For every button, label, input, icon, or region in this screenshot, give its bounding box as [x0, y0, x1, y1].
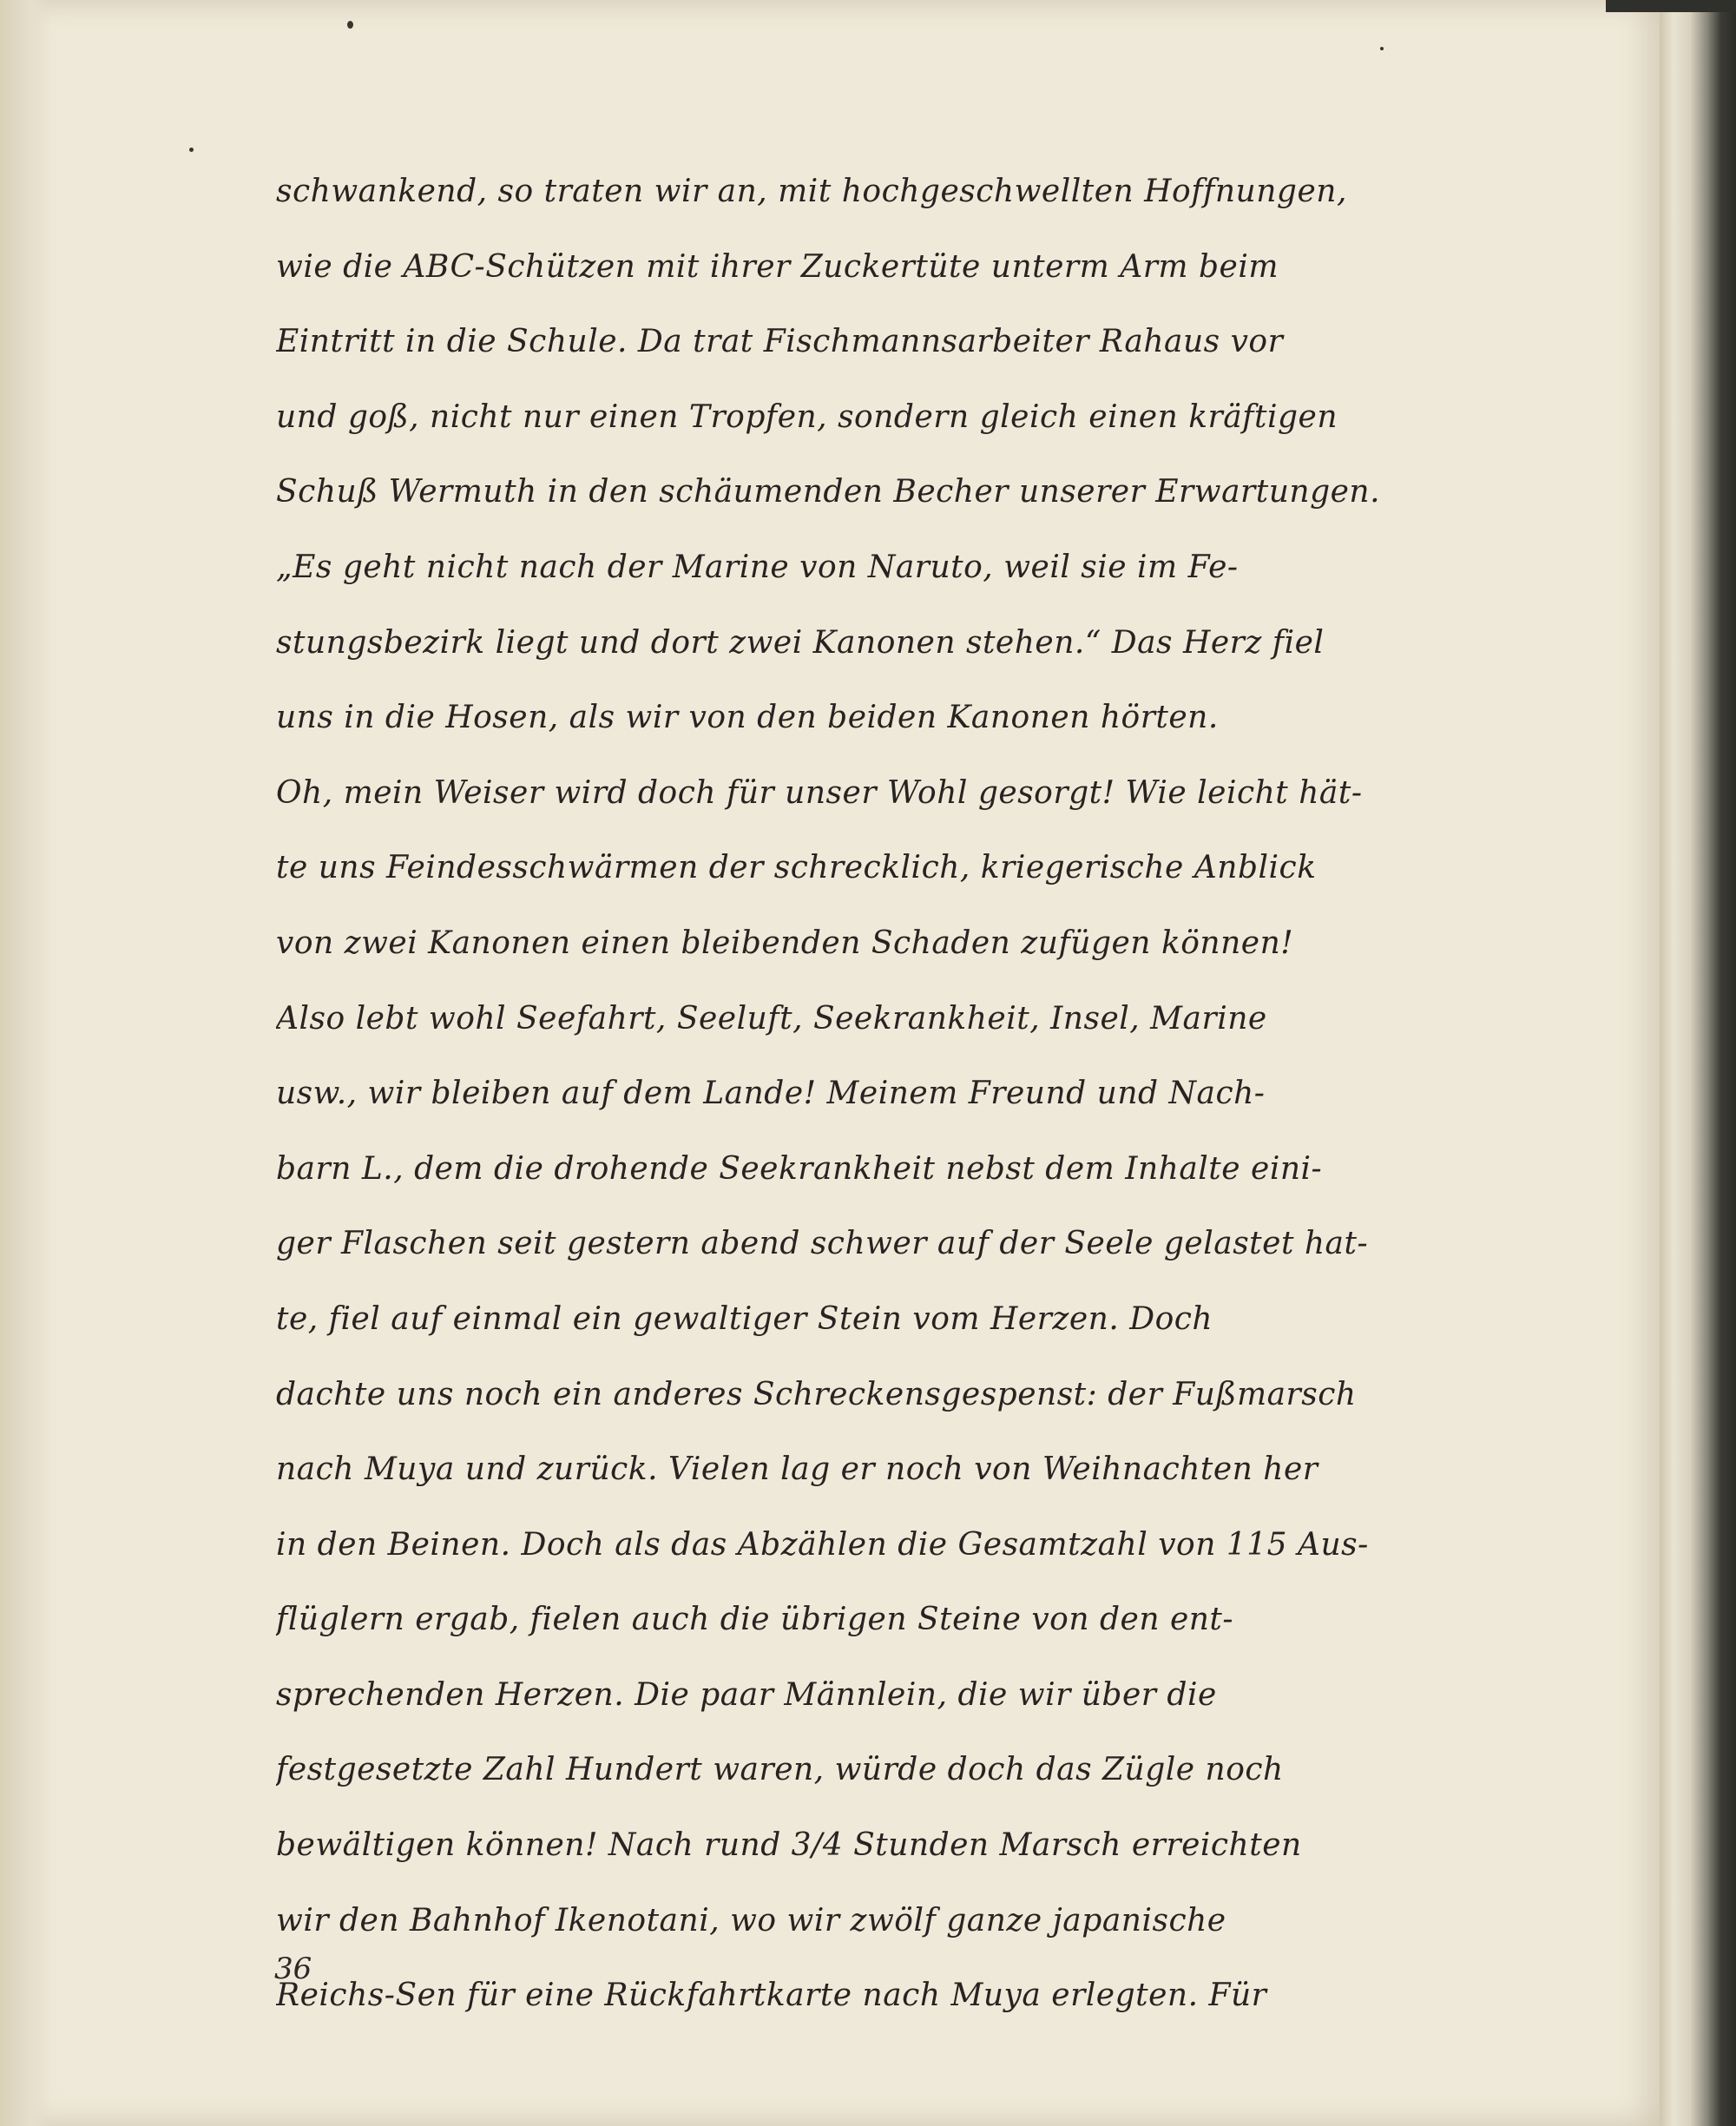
text-line: te uns Feindesschwärmen der schrecklich, kriegerische Anblick [276, 850, 1317, 886]
text-line: Also lebt wohl Seefahrt, Seeluft, Seekrankheit, Insel, Marine [276, 1000, 1267, 1037]
page-number: 36 [274, 1952, 312, 1986]
text-line: nach Muya und zurück. Vielen lag er noch von Weihnachten her [276, 1451, 1318, 1488]
text-line: dachte uns noch ein anderes Schreckensgespenst: der Fußmarsch [276, 1376, 1357, 1412]
text-line: und goß, nicht nur einen Tropfen, sondern gleich einen kräftigen [276, 398, 1338, 435]
text-line: barn L., dem die drohende Seekrankheit nebst dem Inhalte eini- [276, 1150, 1323, 1187]
text-line: wie die ABC-Schützen mit ihrer Zuckertüte unterm Arm beim [276, 248, 1279, 285]
text-line: Oh, mein Weiser wird doch für unser Wohl gesorgt! Wie leicht hät- [276, 774, 1363, 811]
text-line: wir den Bahnhof Ikenotani, wo wir zwölf ganze japanische [276, 1902, 1226, 1938]
text-line: te, fiel auf einmal ein gewaltiger Stein vom Herzen. Doch [276, 1300, 1213, 1337]
text-line: Reichs-Sen für eine Rückfahrtkarte nach Muya erlegten. Für [276, 1978, 1267, 2014]
text-line: sprechenden Herzen. Die paar Männlein, die wir über die [276, 1676, 1217, 1713]
text-line: schwankend, so traten wir an, mit hochgeschwellten Hoffnungen, [276, 174, 1347, 209]
text-line: von zwei Kanonen einen bleibenden Schaden zufügen können! [276, 925, 1294, 961]
text-line: „Es geht nicht nach der Marine von Naruto, weil sie im Fe- [276, 549, 1239, 585]
text-line: bewältigen können! Nach rund 3/4 Stunden Marsch erreichten [276, 1827, 1302, 1864]
ink-speck [347, 21, 353, 29]
text-line: in den Beinen. Doch als das Abzählen die Gesamtzahl von 115 Aus- [276, 1526, 1369, 1563]
handwritten-text-block [276, 155, 1526, 2034]
text-line: stungsbezirk liegt und dort zwei Kanonen stehen.“ Das Herz fiel [276, 624, 1325, 661]
text-line: festgesetzte Zahl Hundert waren, würde doch das Zügle noch [276, 1752, 1284, 1788]
text-line: Schuß Wermuth in den schäumenden Becher unserer Erwartungen. [276, 474, 1381, 510]
ink-speck [1380, 47, 1384, 50]
text-line: uns in die Hosen, als wir von den beiden Kanonen hörten. [276, 700, 1219, 736]
text-line: usw., wir bleiben auf dem Lande! Meinem Freund und Nach- [276, 1076, 1266, 1112]
book-cover-corner [1606, 0, 1736, 12]
text-line: ger Flaschen seit gestern abend schwer auf der Seele gelastet hat- [276, 1226, 1369, 1262]
page-left-edge [0, 0, 52, 2126]
text-line: flüglern ergab, fielen auch die übrigen Steine von den ent- [276, 1602, 1234, 1638]
ink-speck [189, 148, 194, 152]
text-line: Eintritt in die Schule. Da trat Fischmannsarbeiter Rahaus vor [276, 324, 1284, 360]
book-spine-gutter [1660, 0, 1736, 2126]
